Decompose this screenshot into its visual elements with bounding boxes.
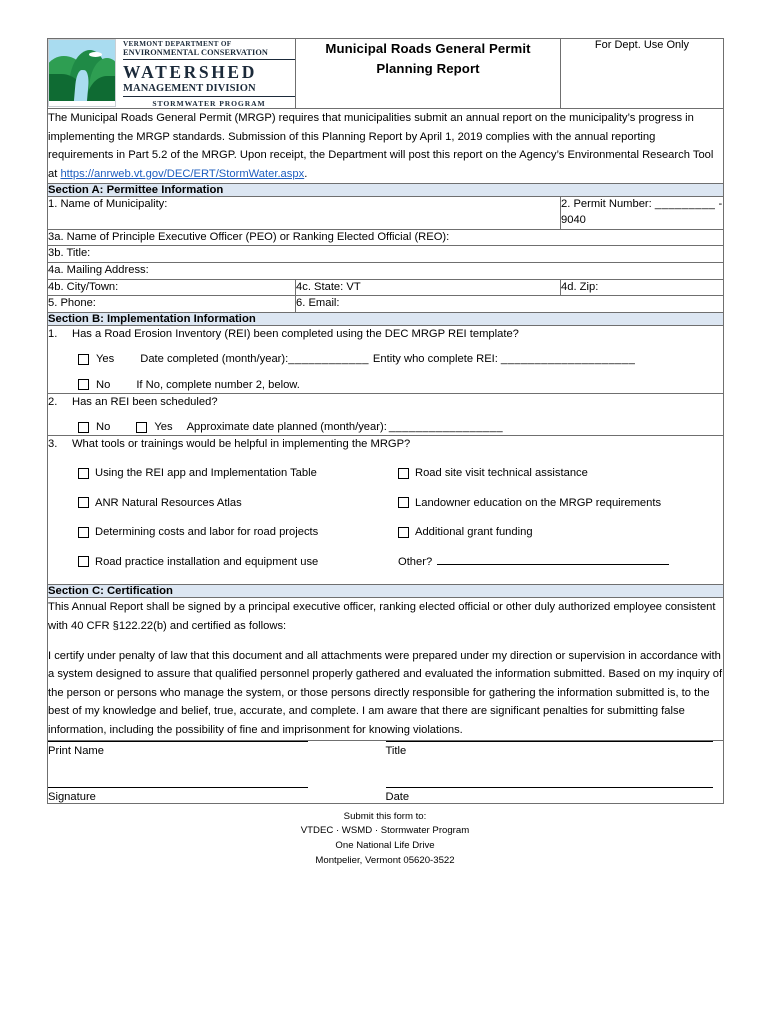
date-field[interactable] [386,787,724,803]
blank-q2-date-planned[interactable]: _________________ [388,421,504,433]
checkbox-q2-yes[interactable] [136,422,147,433]
logo-line-stormwater-program: STORMWATER PROGRAM [152,98,266,108]
title-field[interactable] [386,741,724,757]
anr-ert-stormwater-link[interactable]: https://anrweb.vt.gov/DEC/ERT/StormWater.aspx [60,167,305,180]
label-tool-grant-funding: Additional grant funding [415,525,533,538]
print-name-label: Print Name [48,744,104,757]
field-row-city-state-zip [48,279,724,296]
section-a-heading: Section A: Permittee Information [48,184,724,197]
label-q1-no: No [96,378,111,391]
field-label-municipality: 1. Name of Municipality: [48,198,168,211]
label-tool-road-site-visit: Road site visit technical assistance [415,467,588,480]
section-b-q2-row [48,393,724,435]
checkbox-q1-no[interactable] [78,379,89,390]
intro-text-after-link: . [304,167,308,180]
signature-row-signature-date [48,787,723,803]
label-q1-yes: Yes [96,353,115,366]
checkbox-tool-costs-labor[interactable] [78,527,89,538]
tool-option-road-site-visit[interactable] [398,465,723,481]
section-b-q1-row [48,326,724,394]
field-label-mailing-address: 4a. Mailing Address: [48,264,149,277]
label-tool-anr-atlas: ANR Natural Resources Atlas [95,496,242,509]
label-tool-costs-labor: Determining costs and labor for road projects [95,525,319,538]
tool-option-landowner-education[interactable] [398,495,723,511]
signature-label: Signature [48,790,96,803]
signature-row-name-title [48,741,723,757]
signature-line [48,787,308,788]
question-1-yes-row [48,351,723,367]
question-3-prompt [48,436,723,452]
certification-text-row [48,598,724,740]
footer-line-submit-to: Submit this form to: [343,810,427,822]
signature-field[interactable] [48,787,386,803]
checkbox-tool-grant-funding[interactable] [398,527,409,538]
field-state[interactable] [296,279,561,296]
checkbox-tool-landowner-education[interactable] [398,497,409,508]
field-row-title [48,246,724,263]
question-1-no-row [48,377,723,393]
field-zip[interactable] [561,279,724,296]
permit-number-suffix: - 9040 [561,198,723,227]
checkbox-tool-road-practice[interactable] [78,556,89,567]
field-row-peo-reo [48,229,724,246]
form-title-cell [296,39,561,109]
question-1-block [48,326,724,394]
label-q2-date-planned: Approximate date planned (month/year): [186,421,387,433]
question-2-text: Has an REI been scheduled? [72,395,218,408]
question-3-text: What tools or trainings would be helpful in implementing the MRGP? [72,438,411,451]
permit-form-table [47,38,724,804]
label-q1-entity: Entity who complete REI: [372,353,498,366]
section-a-header-row [48,184,724,197]
blank-q1-date-completed[interactable]: ____________ [288,353,369,366]
question-2-number: 2. [48,395,58,408]
signature-block-cell [48,740,724,803]
field-row-municipality-permit [48,197,724,229]
field-name-of-municipality[interactable] [48,197,561,229]
field-label-email: 6. Email: [296,297,340,310]
intro-cell [48,108,724,183]
checkbox-tool-rei-app[interactable] [78,468,89,479]
field-mailing-address[interactable] [48,263,724,280]
checkbox-q1-yes[interactable] [78,354,89,365]
agency-logo-text [123,39,295,108]
tool-option-road-practice[interactable] [78,553,398,570]
section-b-q3-row [48,436,724,585]
watershed-landscape-logo-icon [48,39,116,107]
question-1-number: 1. [48,328,58,341]
question-1-prompt [48,326,723,342]
label-q1-date-completed: Date completed (month/year): [140,353,289,366]
tool-option-costs-labor[interactable] [78,524,398,540]
checkbox-q2-no[interactable] [78,422,89,433]
certification-paragraph-1: This Annual Report shall be signed by a principal executive officer, ranking elected official or other duly authorized employee consistent with 40 CFR §122.22(b) and certified as follows: [48,601,716,632]
tools-trainings-options [48,465,723,570]
title-line [386,741,714,742]
tool-option-rei-app[interactable] [78,465,398,481]
tool-option-other[interactable] [398,553,723,570]
field-phone[interactable] [48,296,296,313]
permit-number-blank: _________ [654,198,716,211]
print-name-field[interactable] [48,741,386,757]
field-peo-reo-name[interactable] [48,229,724,246]
signature-block-row [48,740,724,803]
question-1-text: Has a Road Erosion Inventory (REI) been completed using the DEC MRGP REI template? [72,328,519,341]
dept-use-only-label: For Dept. Use Only [594,39,690,51]
label-tool-rei-app: Using the REI app and Implementation Table [95,467,317,480]
checkbox-tool-anr-atlas[interactable] [78,497,89,508]
field-permit-number[interactable] [561,197,724,229]
footer-line-agency: VTDEC · WSMD · Stormwater Program [300,825,470,837]
question-2-prompt [48,394,723,410]
logo-line-management-division: MANAGEMENT DIVISION [123,83,295,97]
intro-paragraph [48,109,723,183]
label-tool-landowner-education: Landowner education on the MRGP requirements [415,496,662,509]
intro-text-before-link: The Municipal Roads General Permit (MRGP) requires that municipalities submit an annual report on the municipality’s progress in implementing the MRGP standards. Submission of this Planning Report by April 1, 2019 complies with the annual reporting requirements in Part 5.2 of the MRGP. Upon receipt, the Department will post this report on the Agency’s Environmental Research Tool at [48,111,714,180]
field-row-phone-email [48,296,724,313]
question-3-block [48,436,724,585]
form-title-line-2: Planning Report [376,61,480,77]
date-line [386,787,714,788]
checkbox-tool-road-site-visit[interactable] [398,468,409,479]
field-label-city-town: 4b. City/Town: [48,280,119,293]
print-name-line [48,741,308,742]
title-label: Title [385,744,407,757]
label-q2-no: No [96,421,111,433]
field-row-mailing-address [48,263,724,280]
field-email[interactable] [296,296,724,313]
agency-logo-cell [48,39,296,109]
section-b-heading: Section B: Implementation Information [48,313,724,326]
certification-text-cell [48,598,724,740]
label-tool-road-practice: Road practice installation and equipment use [95,555,319,568]
logo-line-vermont-department: VERMONT DEPARTMENT OF [123,40,232,48]
section-c-header-row [48,585,724,598]
field-title[interactable] [48,246,724,263]
question-2-block [48,393,724,435]
section-b-header-row [48,313,724,326]
certification-paragraph-2: I certify under penalty of law that this document and all attachments were prepared under my direction or supervision in accordance with a system designed to assure that qualified personnel properly gathered and evaluated the information submitted. Based on my inquiry of the person or persons who manage the system, or those persons directly responsible for gathering the information submitted is, to the best of my knowledge and belief, true, accurate, and complete. I am aware that there are significant penalties for submitting false information, including the possibility of fine and imprisonment for knowing violations. [48,649,723,736]
section-c-heading: Section C: Certification [48,585,724,598]
logo-line-environmental-conservation: ENVIRONMENTAL CONSERVATION [123,48,295,60]
input-tool-other[interactable] [437,553,669,565]
form-footer [47,810,723,869]
footer-line-city-state-zip: Montpelier, Vermont 05620-3522 [315,855,455,867]
tool-option-anr-atlas[interactable] [78,495,398,511]
field-city-town[interactable] [48,279,296,296]
question-3-number: 3. [48,438,58,451]
label-q1-no-instruction: If No, complete number 2, below. [136,378,300,391]
footer-line-street: One National Life Drive [335,840,435,852]
field-label-phone: 5. Phone: [48,297,96,310]
field-label-title: 3b. Title: [48,247,91,260]
field-label-peo-reo: 3a. Name of Principle Executive Officer (PEO) or Ranking Elected Official (REO): [48,230,450,243]
date-label: Date [385,790,410,803]
field-label-zip: 4d. Zip: [561,280,599,293]
intro-row [48,108,724,183]
tool-option-grant-funding[interactable] [398,524,723,540]
form-header-row [48,39,724,109]
question-2-options-row [48,419,723,435]
blank-q1-entity[interactable]: ____________________ [500,353,636,366]
label-tool-other: Other? [398,556,433,569]
label-q2-yes: Yes [154,421,173,433]
dept-use-only-cell [561,39,724,109]
logo-line-watershed: WATERSHED [123,61,257,82]
field-label-permit-number: 2. Permit Number: [561,198,652,211]
field-label-state: 4c. State: VT [296,280,361,293]
form-title-line-1: Municipal Roads General Permit [325,41,531,56]
